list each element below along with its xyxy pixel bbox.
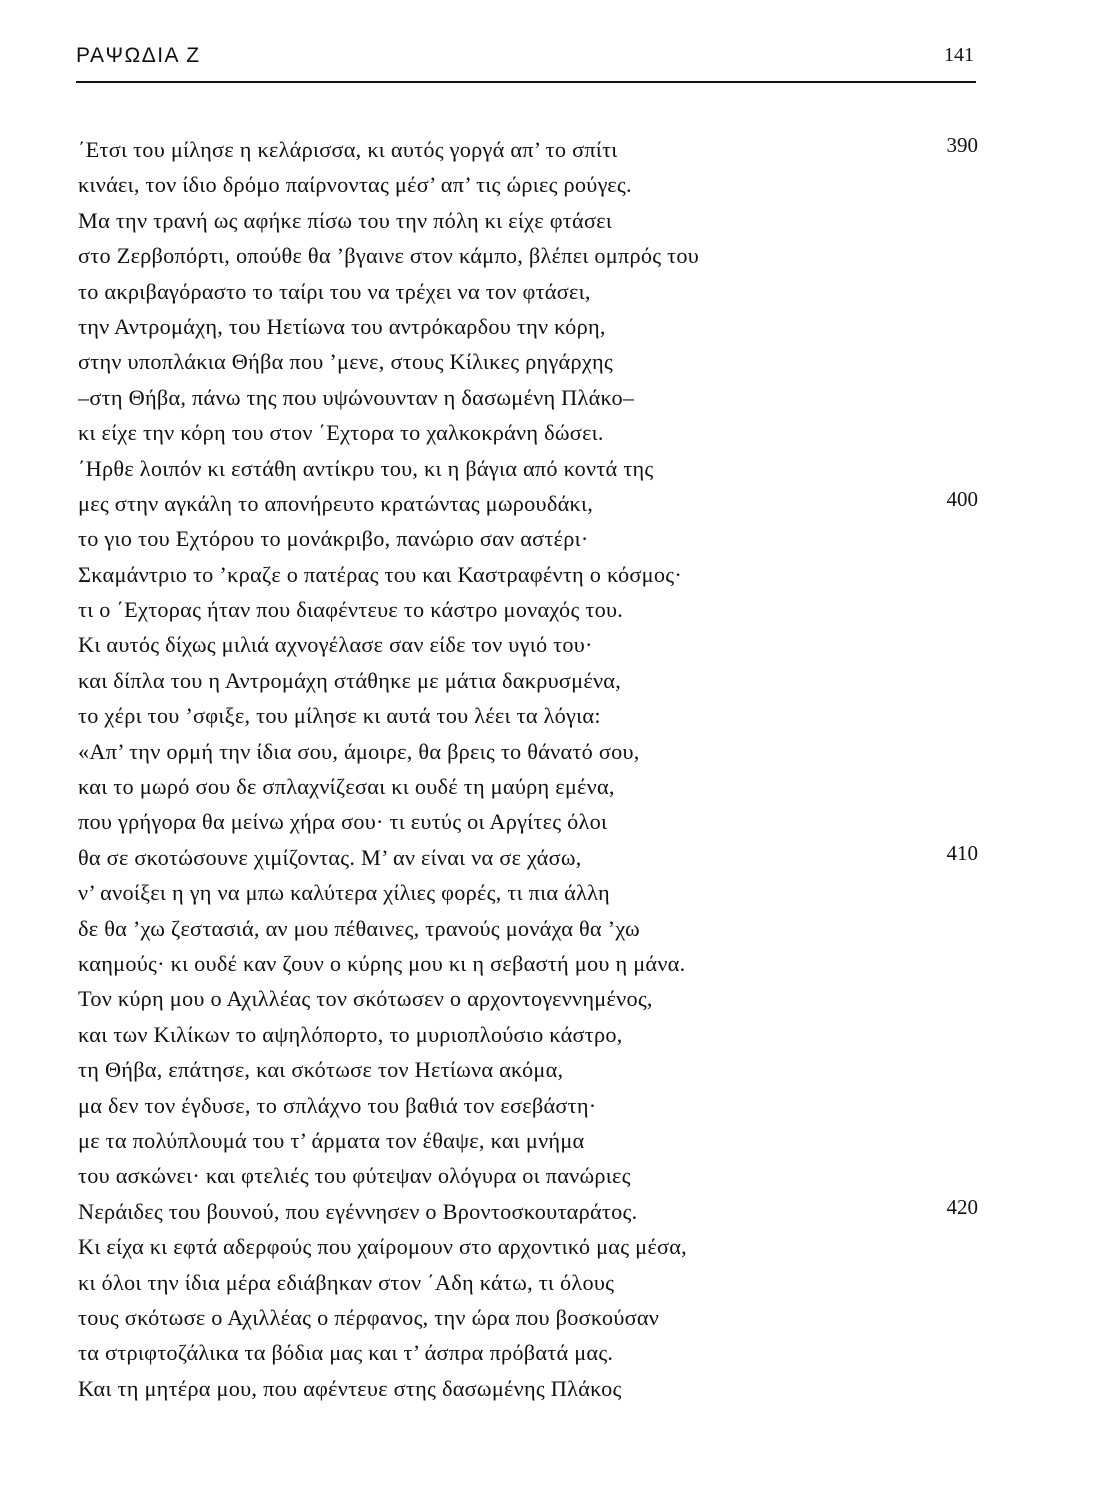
verse-text: Κι είχα κι εφτά αδερφούς που χαίρομουν στο αρχοντικό μας μέσα,: [78, 1234, 687, 1260]
verse-text: μα δεν τον έγδυσε, το σπλάχνο του βαθιά τον εσεβάστη·: [78, 1092, 597, 1118]
verse-line: [78, 734, 978, 769]
verse-text: θα σε σκοτώσουνε χιμίζοντας. Μ’ αν είναι να σε χάσω,: [78, 844, 582, 870]
verse-line: [78, 592, 978, 627]
verse-line: [78, 1371, 978, 1406]
verse-line: [78, 1229, 978, 1264]
verse-text: του ασκώνει· και φτελιές του φύτεψαν ολόγυρα οι πανώριες: [78, 1163, 631, 1189]
verse-line: [78, 1052, 978, 1087]
verse-text: κινάει, τον ίδιο δρόμο παίρνοντας μέσ’ απ’ τις ώριες ρούγες.: [78, 172, 632, 198]
verse-text: κι είχε την κόρη του στον ΄Εχτορα το χαλκοκράνη δώσει.: [78, 420, 604, 446]
verse-line: [78, 769, 978, 804]
verse-line: [78, 344, 978, 379]
verse-text: που γρήγορα θα μείνω χήρα σου· τι ευτύς οι Αργίτες όλοι: [78, 809, 608, 835]
verse-line: [78, 981, 978, 1016]
verse-line: [78, 627, 978, 662]
verse-text: ΄Ετσι του μίλησε η κελάρισσα, κι αυτός γοργά απ’ το σπίτι: [78, 137, 618, 162]
verse-text: με τα πολύπλουμά του τ’ άρματα τον έθαψε, και μνήμα: [78, 1127, 585, 1153]
verse-line: [78, 1194, 978, 1229]
verse-line: [78, 911, 978, 946]
verse-line: [78, 132, 978, 167]
verse-line: [78, 946, 978, 981]
header-rule: [76, 81, 976, 83]
verse-line: [78, 238, 978, 273]
line-number: 410: [946, 840, 978, 865]
verse-text: τι ο ΄Εχτορας ήταν που διαφέντευε το κάστρο μοναχός του.: [78, 597, 624, 623]
verse-line: [78, 1265, 978, 1300]
verse-text: στο Ζερβοπόρτι, οπούθε θα ’βγαινε στον κάμπο, βλέπει ομπρός του: [78, 243, 700, 269]
verse-line: [78, 203, 978, 238]
verse-text: καημούς· κι ουδέ καν ζουν ο κύρης μου κι η σεβαστή μου η μάνα.: [78, 950, 686, 976]
verse-text: Κι αυτός δίχως μιλιά αχνογέλασε σαν είδε τον υγιό του·: [78, 632, 593, 658]
verse-text: ΄Ηρθε λοιπόν κι εστάθη αντίκρυ του, κι η βάγια από κοντά της: [78, 455, 654, 481]
running-head: ΡΑΨΩΔΙΑ Ζ: [76, 44, 201, 67]
verse-line: [78, 698, 978, 733]
verse-line: [78, 663, 978, 698]
verse-line: [78, 274, 978, 309]
verse-text: ν’ ανοίξει η γη να μπω καλύτερα χίλιες φορές, τι πια άλλη: [78, 880, 610, 906]
verse-text: «Απ’ την ορμή την ίδια σου, άμοιρε, θα βρεις το θάνατό σου,: [78, 738, 640, 764]
verse-text: –στη Θήβα, πάνω της που υψώνουνταν η δασωμένη Πλάκο–: [78, 384, 635, 410]
line-number: 390: [946, 133, 978, 157]
verse-line: [78, 415, 978, 450]
verse-text: την Αντρομάχη, του Ηετίωνα του αντρόκαρδου την κόρη,: [78, 313, 606, 339]
verse-line: [78, 875, 978, 910]
verse-line: [78, 1300, 978, 1335]
poem-body: [78, 132, 978, 1406]
verse-line: [78, 1123, 978, 1158]
verse-text: Νεράιδες του βουνού, που εγέννησεν ο Βροντοσκουταράτος.: [78, 1198, 638, 1224]
verse-text: το γιο του Εχτόρου το μονάκριβο, πανώριο σαν αστέρι·: [78, 526, 589, 552]
verse-line: [78, 840, 978, 875]
page-number: 141: [944, 44, 974, 66]
line-number: 400: [946, 486, 978, 511]
verse-text: Και τη μητέρα μου, που αφέντευε στης δασωμένης Πλάκος: [78, 1375, 622, 1401]
verse-line: [78, 557, 978, 592]
verse-line: [78, 1088, 978, 1123]
verse-text: το χέρι του ’σφιξε, του μίλησε κι αυτά του λέει τα λόγια:: [78, 703, 601, 729]
verse-text: τη Θήβα, επάτησε, και σκότωσε τον Ηετίωνα ακόμα,: [78, 1057, 564, 1083]
verse-text: το ακριβαγόραστο το ταίρι του να τρέχει να τον φτάσει,: [78, 278, 591, 304]
verse-line: [78, 380, 978, 415]
verse-text: τα στριφτοζάλικα τα βόδια μας και τ’ άσπρα πρόβατά μας.: [78, 1340, 614, 1366]
page-header: [76, 44, 976, 82]
verse-text: Σκαμάντριο το ’κραζε ο πατέρας του και Καστραφέντη ο κόσμος·: [78, 561, 683, 587]
verse-text: Τον κύρη μου ο Αχιλλέας τον σκότωσεν ο αρχοντογεννημένος,: [78, 986, 653, 1012]
verse-line: [78, 1017, 978, 1052]
line-number: 420: [946, 1194, 978, 1219]
verse-line: [78, 521, 978, 556]
verse-text: και των Κιλίκων το αψηλόπορτο, το μυριοπλούσιο κάστρο,: [78, 1021, 623, 1047]
verse-text: Μα την τρανή ως αφήκε πίσω του την πόλη κι είχε φτάσει: [78, 207, 613, 233]
verse-line: [78, 167, 978, 202]
verse-line: [78, 1335, 978, 1370]
verse-text: μες στην αγκάλη το απονήρευτο κρατώντας μωρουδάκι,: [78, 490, 594, 516]
verse-line: [78, 486, 978, 521]
verse-text: και το μωρό σου δε σπλαχνίζεσαι κι ουδέ τη μαύρη εμένα,: [78, 774, 615, 800]
verse-text: στην υποπλάκια Θήβα που ’μενε, στους Κίλικες ρηγάρχης: [78, 349, 613, 375]
verse-text: δε θα ’χω ζεστασιά, αν μου πέθαινες, τρανούς μονάχα θα ’χω: [78, 915, 640, 941]
verse-text: κι όλοι την ίδια μέρα εδιάβηκαν στον ΄Αδη κάτω, τι όλους: [78, 1269, 615, 1295]
verse-text: τους σκότωσε ο Αχιλλέας ο πέρφανος, την ώρα που βοσκούσαν: [78, 1304, 660, 1330]
verse-line: [78, 451, 978, 486]
verse-line: [78, 804, 978, 839]
verse-text: και δίπλα του η Αντρομάχη στάθηκε με μάτια δακρυσμένα,: [78, 667, 622, 693]
verse-line: [78, 309, 978, 344]
verse-line: [78, 1158, 978, 1193]
